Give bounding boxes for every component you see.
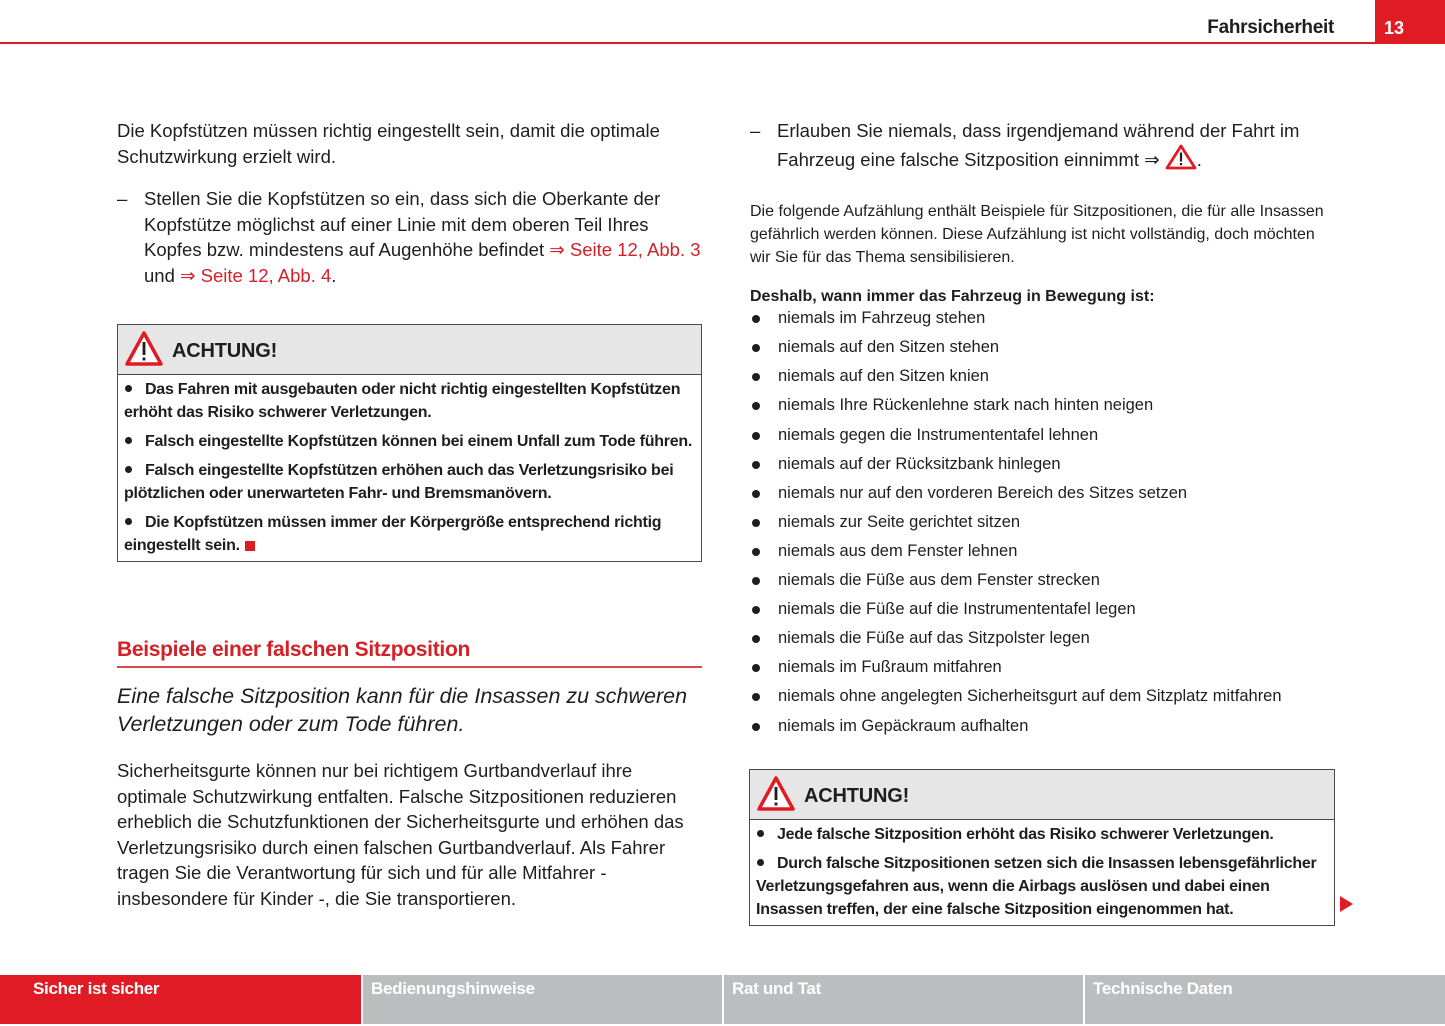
bullet-icon	[752, 519, 760, 527]
warning-item: Falsch eingestellte Kopfstützen können bei einem Unfall zum Tode führen.	[124, 430, 695, 453]
list-intro: Die folgende Aufzählung enthält Beispiele für Sitzpositionen, die für alle Insassen gefährlich werden können. Diese Aufzählung ist nicht vollständig, doch möchten wir Sie für das Thema sensibilisieren.	[750, 203, 1324, 267]
bullet-icon	[757, 830, 764, 837]
warning-body	[750, 820, 1334, 925]
bullet-icon	[752, 693, 760, 701]
warning-item: Falsch eingestellte Kopfstützen erhöhen auch das Verletzungsrisiko bei plötzlichen oder unerwarteten Fahr- und Bremsmanövern.	[124, 462, 674, 502]
bullet-icon	[752, 490, 760, 498]
cross-reference-link-1[interactable]: ⇒ Seite 12, Abb. 3	[549, 239, 701, 261]
step-text: Stellen Sie die Kopfstützen so ein, dass sich die Oberkante der Kopfstütze möglichst auf einer Linie mit dem oberen Teil Ihres Kopfes bzw. mindestens auf Augenhöhe befindet	[144, 188, 661, 261]
bullet-icon	[125, 466, 132, 473]
list-item: niemals nur auf den vorderen Bereich des Sitzes setzen	[750, 479, 1335, 508]
right-column	[750, 118, 1335, 741]
bullet-icon	[752, 635, 760, 643]
warning-item: Jede falsche Sitzposition erhöht das Risiko schwerer Verletzungen.	[756, 823, 1328, 846]
tab-rat-und-tat[interactable]: Rat und Tat	[724, 975, 1083, 1024]
warning-triangle-icon	[124, 330, 164, 368]
instruction-step	[117, 186, 702, 288]
cross-reference-link-2[interactable]: ⇒ Seite 12, Abb. 4	[180, 264, 332, 286]
bullet-icon	[125, 518, 132, 525]
bullet-icon	[752, 606, 760, 614]
bullet-icon	[757, 859, 764, 866]
list-item: niemals zur Seite gerichtet sitzen	[750, 508, 1335, 537]
bullet-icon	[752, 315, 760, 323]
section-heading: Beispiele einer falschen Sitzposition	[117, 638, 702, 668]
step-text: Erlauben Sie niemals, dass irgendjemand während der Fahrt im Fahrzeug eine falsche Sitzposition einnimmt ⇒	[777, 120, 1300, 170]
warning-title: ACHTUNG!	[804, 785, 910, 807]
bullet-icon	[752, 664, 760, 672]
left-column	[117, 118, 702, 289]
warning-box-headrests	[117, 324, 702, 562]
warning-header	[750, 770, 1334, 820]
chapter-title: Fahrsicherheit	[1207, 17, 1334, 38]
section-body-paragraph: Sicherheitsgurte können nur bei richtigem Gurtbandverlauf ihre optimale Schutzwirkung entfalten. Falsche Sitzpositionen reduzieren erheblich die Schutzfunktionen der Sicherheitsgurte und erhöhen das Verletzungsrisiko durch einen falschen Gurtbandverlauf. Als Fahrer tragen Sie die Verantwortung für sich und für alle Mitfahrer - insbesondere für Kinder -, die Sie transportieren.	[117, 760, 684, 909]
list-item: niemals im Fahrzeug stehen	[750, 304, 1335, 333]
page-number: 13	[1375, 0, 1445, 44]
warning-body	[118, 375, 701, 561]
intro-paragraph: Die Kopfstützen müssen richtig eingestellt sein, damit die optimale Schutzwirkung erzielt wird.	[117, 120, 660, 167]
instruction-step: – Erlauben Sie niemals, dass irgendjemand während der Fahrt im Fahrzeug eine falsche Sitzposition einnimmt ⇒ .	[750, 120, 1300, 170]
bullet-icon	[752, 344, 760, 352]
header-rule	[0, 42, 1445, 44]
list-item: niemals auf der Rücksitzbank hinlegen	[750, 450, 1335, 479]
list-item: niemals im Gepäckraum aufhalten	[750, 712, 1335, 741]
dash-marker: –	[117, 188, 128, 210]
list-item: niemals die Füße aus dem Fenster strecken	[750, 566, 1335, 595]
list-item: niemals auf den Sitzen knien	[750, 362, 1335, 391]
bullet-icon	[752, 432, 760, 440]
continue-arrow-icon	[1340, 896, 1353, 912]
bullet-icon	[125, 437, 132, 444]
bullet-icon	[752, 577, 760, 585]
warning-header	[118, 325, 701, 375]
warning-item: Das Fahren mit ausgebauten oder nicht richtig eingestellten Kopfstützen erhöht das Risiko schwerer Verletzungen.	[124, 381, 681, 421]
list-item: niemals auf den Sitzen stehen	[750, 333, 1335, 362]
list-item: niemals im Fußraum mitfahren	[750, 653, 1335, 682]
section-intro: Eine falsche Sitzposition kann für die Insassen zu schweren Verletzungen oder zum Tode führen.	[117, 684, 688, 736]
list-item: niemals aus dem Fenster lehnen	[750, 537, 1335, 566]
bullet-icon	[752, 373, 760, 381]
bullet-icon	[752, 461, 760, 469]
warning-item: Durch falsche Sitzpositionen setzen sich die Insassen lebensgefährlicher Verletzungsgefahren aus, wenn die Airbags auslösen und dabei einen Insassen treffen, der eine falsche Sitzposition eingenommen hat.	[756, 855, 1317, 918]
list-item: niemals Ihre Rückenlehne stark nach hinten neigen	[750, 391, 1335, 420]
warning-item: Die Kopfstützen müssen immer der Körpergröße entsprechend richtig eingestellt sein.	[124, 514, 662, 554]
section-end-marker-icon	[245, 541, 255, 551]
bullet-icon	[125, 385, 132, 392]
dash-marker: –	[750, 120, 761, 141]
dangerous-positions-list	[750, 304, 1335, 740]
warning-triangle-icon	[756, 775, 796, 813]
step-text-end: .	[331, 264, 337, 286]
warning-reference-icon[interactable]	[1165, 144, 1197, 170]
tab-bedienungshinweise[interactable]: Bedienungshinweise	[363, 975, 722, 1024]
bullet-icon	[752, 402, 760, 410]
list-item: niemals ohne angelegten Sicherheitsgurt auf dem Sitzplatz mitfahren	[750, 682, 1335, 711]
warning-title: ACHTUNG!	[172, 340, 278, 362]
bullet-icon	[752, 548, 760, 556]
list-item: niemals gegen die Instrumententafel lehnen	[750, 421, 1335, 450]
chapter-tabs	[0, 975, 1445, 1026]
warning-box-seating	[749, 769, 1335, 926]
list-item: niemals die Füße auf die Instrumententafel legen	[750, 595, 1335, 624]
tab-technische-daten[interactable]: Technische Daten	[1085, 975, 1445, 1024]
tab-sicher-ist-sicher[interactable]: Sicher ist sicher	[0, 975, 361, 1024]
bullet-icon	[752, 723, 760, 731]
step-text-between: und	[144, 264, 181, 286]
list-lead: Deshalb, wann immer das Fahrzeug in Bewegung ist:	[750, 288, 1155, 306]
list-item: niemals die Füße auf das Sitzpolster legen	[750, 624, 1335, 653]
